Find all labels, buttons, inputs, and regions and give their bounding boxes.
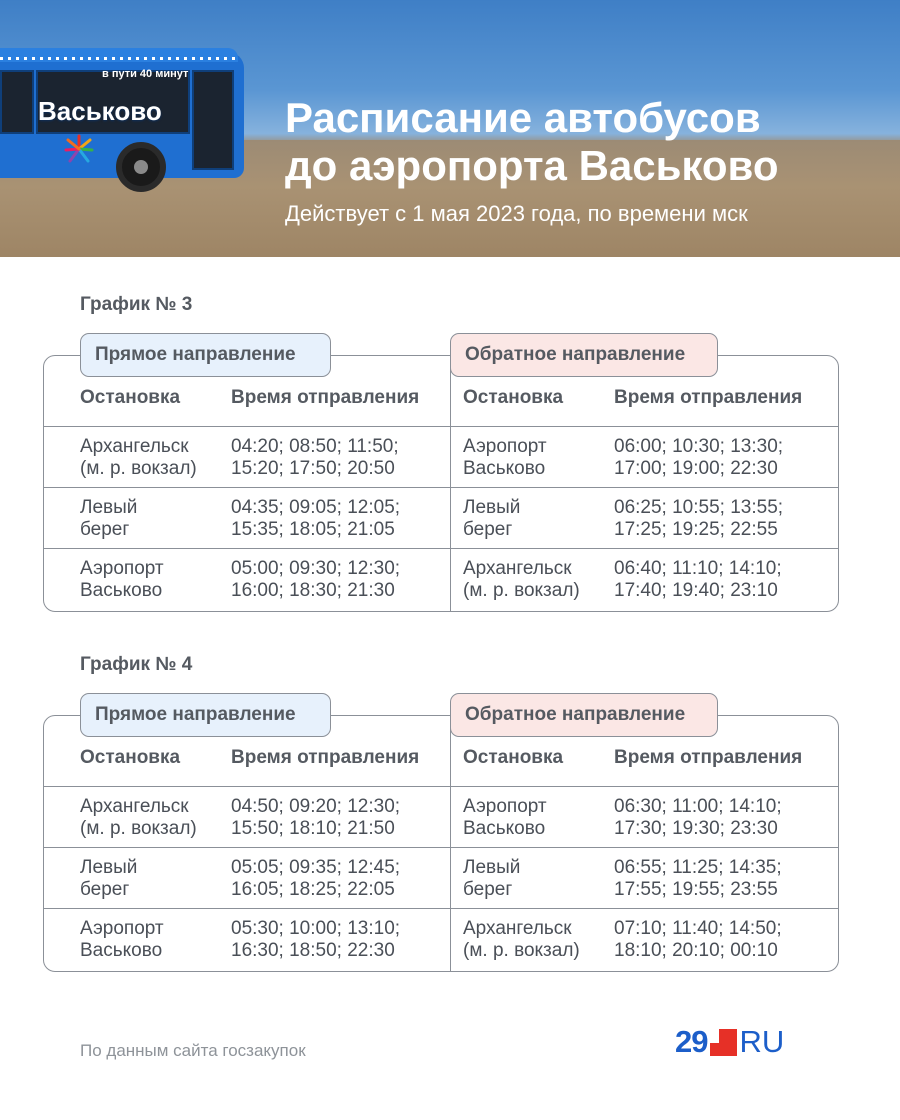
- column-header-time: Время отправления: [614, 387, 803, 408]
- row-divider: [44, 908, 838, 909]
- stop-name: Аэропорт Васьково: [463, 796, 547, 839]
- bus-route-text: в пути 40 минут: [102, 68, 189, 80]
- schedule-table: [43, 344, 839, 612]
- brand-number: 29: [675, 1024, 708, 1059]
- departure-times: 04:20; 08:50; 11:50; 15:20; 17:50; 20:50: [231, 436, 399, 479]
- title-line-1: Расписание автобусов: [285, 94, 761, 141]
- stop-name: Левый берег: [80, 497, 138, 540]
- return-direction-label: Обратное направление: [450, 693, 718, 737]
- departure-times: 06:30; 11:00; 14:10; 17:30; 19:30; 23:30: [614, 796, 782, 839]
- column-header-time: Время отправления: [231, 387, 420, 408]
- schedule-title: График № 3: [80, 294, 193, 315]
- schedule-title: График № 4: [80, 654, 193, 675]
- departure-times: 06:40; 11:10; 14:10; 17:40; 19:40; 23:10: [614, 558, 782, 601]
- departure-times: 05:30; 10:00; 13:10; 16:30; 18:50; 22:30: [231, 918, 401, 961]
- stop-name: Архангельск (м. р. вокзал): [463, 558, 580, 601]
- forward-direction-label: Прямое направление: [80, 693, 331, 737]
- column-header-time: Время отправления: [231, 747, 420, 768]
- stop-name: Левый берег: [463, 857, 521, 900]
- column-header-stop: Остановка: [463, 747, 564, 768]
- departure-times: 04:50; 09:20; 12:30; 15:50; 18:10; 21:50: [231, 796, 401, 839]
- row-divider: [44, 847, 838, 848]
- row-divider: [44, 487, 838, 488]
- bus-roof: [0, 48, 238, 62]
- stop-name: Аэропорт Васьково: [80, 558, 164, 601]
- schedule-table: [43, 704, 839, 972]
- bus-window: [0, 70, 34, 134]
- bus-destination-name: Васьково: [38, 96, 162, 126]
- stop-name: Аэропорт Васьково: [80, 918, 164, 961]
- column-header-stop: Остановка: [463, 387, 564, 408]
- source-note: По данным сайта госзакупок: [80, 1041, 306, 1060]
- bus-door: [192, 70, 234, 170]
- column-header-time: Время отправления: [614, 747, 803, 768]
- stop-name: Левый берег: [463, 497, 521, 540]
- return-direction-label: Обратное направление: [450, 333, 718, 377]
- brand-square-icon: [710, 1029, 737, 1056]
- page-subtitle: Действует с 1 мая 2023 года, по времени мск: [285, 201, 748, 226]
- departure-times: 06:25; 10:55; 13:55; 17:25; 19:25; 22:55: [614, 497, 784, 540]
- departure-times: 04:35; 09:05; 12:05; 15:35; 18:05; 21:05: [231, 497, 401, 540]
- forward-direction-label: Прямое направление: [80, 333, 331, 377]
- bus-image: [0, 48, 246, 188]
- departure-times: 06:00; 10:30; 13:30; 17:00; 19:00; 22:30: [614, 436, 784, 479]
- stop-name: Архангельск (м. р. вокзал): [463, 918, 580, 961]
- city-logo-icon: [64, 134, 94, 164]
- departure-times: 06:55; 11:25; 14:35; 17:55; 19:55; 23:55: [614, 857, 782, 900]
- row-divider: [44, 548, 838, 549]
- header-banner: [0, 0, 900, 257]
- page-title: [285, 94, 778, 190]
- title-line-2: до аэропорта Васьково: [285, 142, 779, 189]
- row-divider: [44, 426, 838, 427]
- brand-suffix: RU: [739, 1024, 785, 1059]
- stop-name: Архангельск (м. р. вокзал): [80, 796, 197, 839]
- stop-name: Левый берег: [80, 857, 138, 900]
- row-divider: [44, 786, 838, 787]
- stop-name: Аэропорт Васьково: [463, 436, 547, 479]
- departure-times: 07:10; 11:40; 14:50; 18:10; 20:10; 00:10: [614, 918, 782, 961]
- brand-logo[interactable]: [675, 1025, 784, 1059]
- departure-times: 05:00; 09:30; 12:30; 16:00; 18:30; 21:30: [231, 558, 401, 601]
- column-header-stop: Остановка: [80, 747, 181, 768]
- bus-wheel: [116, 142, 166, 192]
- column-header-stop: Остановка: [80, 387, 181, 408]
- departure-times: 05:05; 09:35; 12:45; 16:05; 18:25; 22:05: [231, 857, 401, 900]
- column-divider: [450, 356, 451, 611]
- stop-name: Архангельск (м. р. вокзал): [80, 436, 197, 479]
- column-divider: [450, 716, 451, 971]
